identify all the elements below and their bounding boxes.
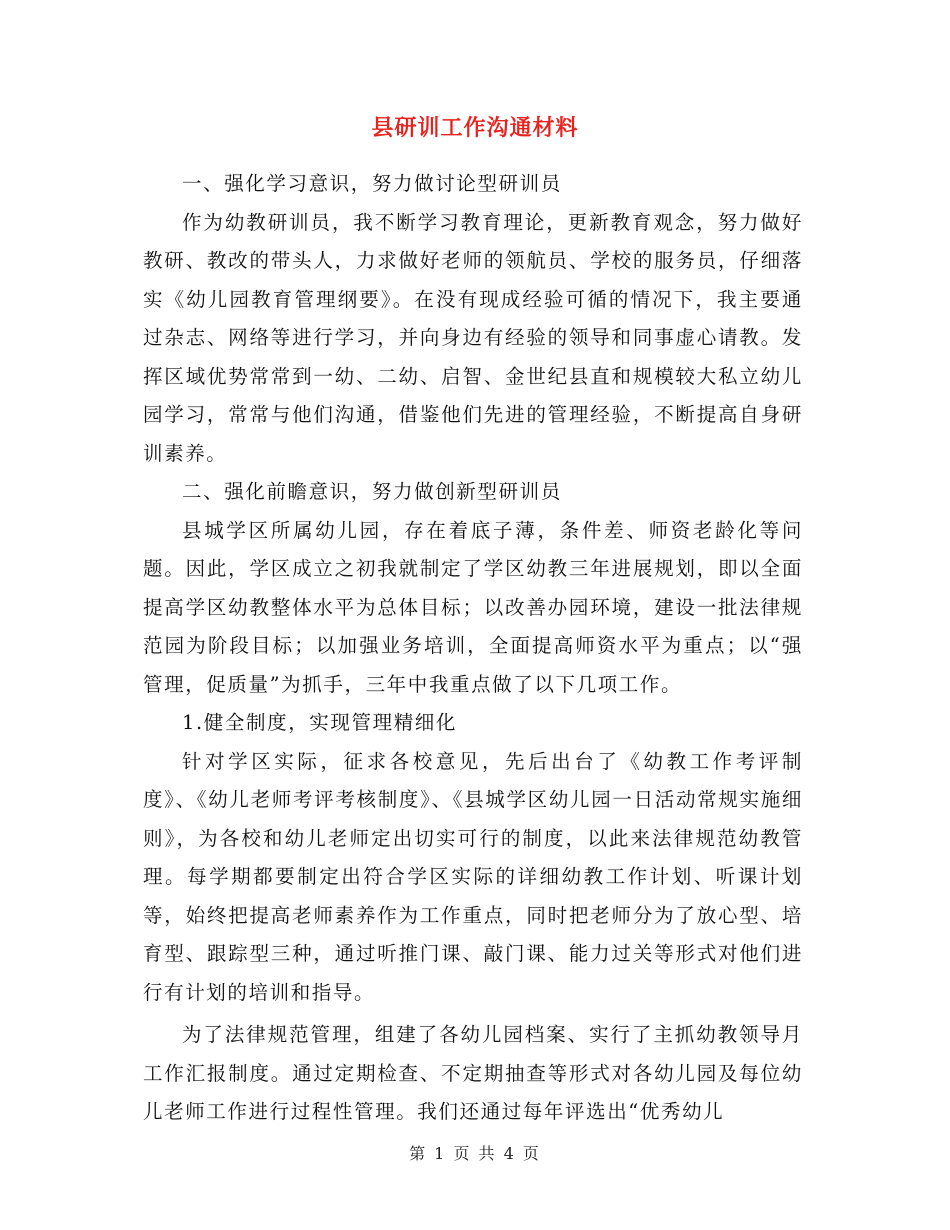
paragraph-4: 为了法律规范管理，组建了各幼儿园档案、实行了主抓幼教领导月工作汇报制度。通过定期检查、不定期抽查等形式对各幼儿园及每位幼儿老师工作进行过程性管理。我们还通过每年评选出“优秀幼儿: [143, 1023, 803, 1123]
document-body: [143, 165, 803, 1132]
paragraph-2: 县城学区所属幼儿园，存在着底子薄，条件差、师资老龄化等问题。因此，学区成立之初我就制定了学区幼教三年进展规划，即以全面提高学区幼教整体水平为总体目标；以改善办园环境，建设一批法律规范园为阶段目标；以加强业务培训，全面提高师资水平为重点；以“强管理，促质量”为抓手，三年中我重点做了以下几项工作。: [143, 518, 803, 696]
subsection-heading-1: 1.健全制度，实现管理精细化: [182, 711, 458, 734]
paragraph-3: 针对学区实际，征求各校意见，先后出台了《幼教工作考评制度》、《幼儿老师考评考核制度》、《县城学区幼儿园一日活动常规实施细则》，为各校和幼儿老师定出切实可行的制度，以此来法律规范幼教管理。每学期都要制定出符合学区实际的详细幼教工作计划、听课计划等，始终把提高老师素养作为工作重点，同时把老师分为了放心型、培育型、跟踪型三种，通过听推门课、敲门课、能力过关等形式对他们进行有计划的培训和指导。: [143, 749, 803, 1004]
paragraph-1: 作为幼教研训员，我不断学习教育理论，更新教育观念，努力做好教研、教改的带头人，力求做好老师的领航员、学校的服务员，仔细落实《幼儿园教育管理纲要》。在没有现成经验可循的情况下，我主要通过杂志、网络等进行学习，并向身边有经验的领导和同事虚心请教。发挥区域优势常常到一幼、二幼、启智、金世纪县直和规模较大私立幼儿园学习，常常与他们沟通，借鉴他们先进的管理经验，不断提高自身研训素养。: [143, 210, 803, 465]
section-heading-2: 二、强化前瞻意识，努力做创新型研训员: [182, 480, 562, 503]
section-heading-1: 一、强化学习意识，努力做讨论型研训员: [182, 172, 562, 195]
page-number-footer: 第 1 页 共 4 页: [409, 1144, 541, 1163]
document-title: 县研训工作沟通材料: [371, 115, 579, 141]
